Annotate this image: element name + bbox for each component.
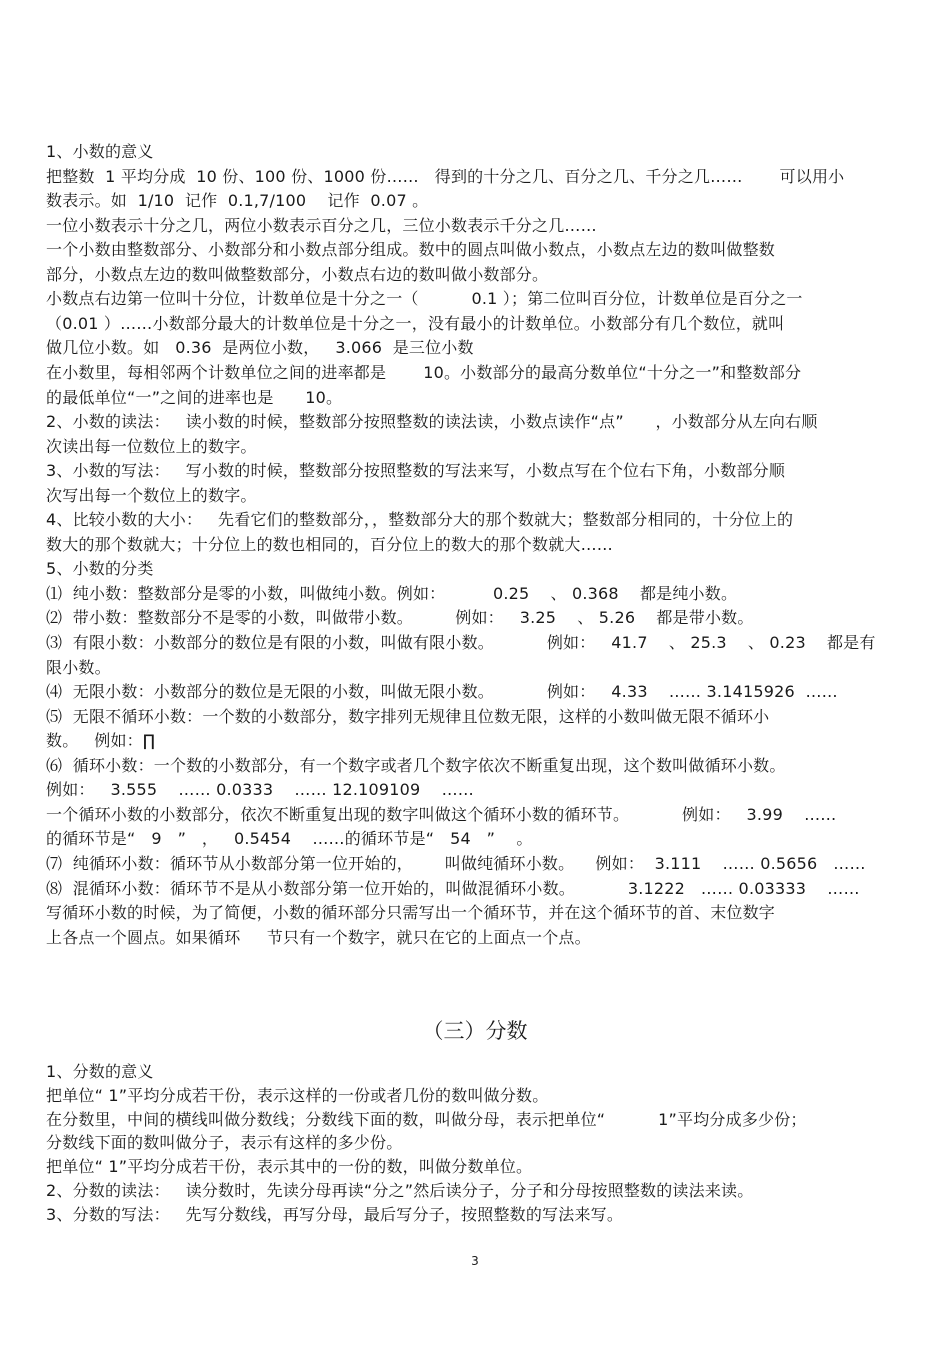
text-line: 的最低单位“一”之间的进率也是 10。 (46, 387, 343, 407)
text-line: 小数点右边第一位叫十分位，计数单位是十分之一（ 0.1 ）；第二位叫百分位，计数单位是百分之一 (46, 289, 803, 309)
text-line: 1、小数的意义 (46, 142, 154, 161)
text-line: ⑻ 混循环小数：循环节不是从小数部分第一位开始的，叫做混循环小数。 3.1222 …… 0.03333 …… (46, 878, 860, 898)
section-heading-fraction: （三）分数 (422, 1019, 528, 1043)
text-line: 2、分数的读法： 读分数时，先读分母再读“分之”然后读分子，分子和分母按照整数的读法来读。 (46, 1181, 754, 1200)
text-line: 5、小数的分类 (46, 559, 154, 579)
text-line: 一位小数表示十分之几，两位小数表示百分之几，三位小数表示千分之几…… (46, 215, 597, 235)
text-line: ⑺ 纯循环小数：循环节从小数部分第一位开始的， 叫做纯循环小数。 例如： 3.111 …… 0.5656 …… (46, 853, 866, 873)
text-line: 做几位小数。如 0.36 是两位小数， 3.066 是三位小数 (46, 338, 474, 358)
text-line: 部分，小数点左边的数叫做整数部分，小数点右边的数叫做小数部分。 (46, 264, 549, 284)
text-line: 上各点一个圆点。如果循环 节只有一个数字，就只在它的上面点一个点。 (46, 927, 591, 947)
text-line: 分数线下面的数叫做分子，表示有这样的多少份。 (46, 1133, 403, 1153)
text-line: ⑴ 纯小数：整数部分是零的小数，叫做纯小数。例如： 0.25 、 0.368 都是纯小数。 (46, 583, 738, 603)
text-line: 3、小数的写法： 写小数的时候，整数部分按照整数的写法来写，小数点写在个位右下角，小数部分顺 (46, 461, 786, 481)
text-line: ⑷ 无限小数：小数部分的数位是无限的小数，叫做无限小数。 例如： 4.33 …… 3.1415926 …… (46, 682, 838, 702)
text-line: 把单位“ 1”平均分成若干份，表示其中的一份的数，叫做分数单位。 (46, 1157, 533, 1177)
text-line: 1、分数的意义 (46, 1062, 154, 1081)
text-line: 次读出每一位数位上的数字。 (46, 436, 257, 456)
text-line: 次写出每一个数位上的数字。 (46, 485, 257, 505)
text-line: ⑵ 带小数：整数部分不是零的小数，叫做带小数。 例如： 3.25 、 5.26 都是带小数。 (46, 608, 754, 628)
page-number: 3 (471, 1254, 479, 1268)
text-line: 数大的那个数就大；十分位上的数也相同的，百分位上的数大的那个数就大…… (46, 534, 614, 554)
text-line: 把整数 1 平均分成 10 份、100 份、1000 份…… 得到的十分之几、百分之几、千分之几…… 可以用小 (46, 166, 845, 186)
text-line: ⑹ 循环小数：一个数的小数部分，有一个数字或者几个数字依次不断重复出现，这个数叫做循环小数。 (46, 755, 786, 775)
text-line: 写循环小数的时候，为了简便，小数的循环部分只需写出一个循环节，并在这个循环节的首、末位数字 (46, 903, 776, 923)
text-line: 数。 例如：∏ (46, 731, 156, 751)
text-line: 限小数。 (46, 657, 111, 677)
text-line: （0.01 ）……小数部分最大的计数单位是十分之一，没有最小的计数单位。小数部分有几个数位，就叫 (46, 313, 785, 333)
text-line: 数表示。如 1/10 记作 0.1,7/100 记作 0.07 。 (46, 191, 429, 211)
text-line: 把单位“ 1”平均分成若干份，表示这样的一份或者几份的数叫做分数。 (46, 1085, 549, 1105)
text-line: 在分数里，中间的横线叫做分数线；分数线下面的数，叫做分母，表示把单位“ 1”平均分成多少份； (46, 1109, 807, 1129)
text-line: 的循环节是“ 9 ” ， 0.5454 ……的循环节是“ 54 ” 。 (46, 829, 533, 849)
text-line: ⑸ 无限不循环小数：一个数的小数部分，数字排列无规律且位数无限，这样的小数叫做无限不循环小 (46, 706, 770, 726)
text-line: ⑶ 有限小数：小数部分的数位是有限的小数，叫做有限小数。 例如： 41.7 、 25.3 、 0.23 都是有 (46, 633, 876, 652)
text-line: 在小数里，每相邻两个计数单位之间的进率都是 10。小数部分的最高分数单位“十分之一”和整数部分 (46, 362, 802, 382)
text-line: 一个小数由整数部分、小数部分和小数点部分组成。数中的圆点叫做小数点，小数点左边的数叫做整数 (46, 240, 776, 260)
text-line: 2、小数的读法： 读小数的时候，整数部分按照整数的读法读，小数点读作“点” ，小数部分从左向右顺 (46, 412, 818, 432)
text-line: 4、比较小数的大小： 先看它们的整数部分，，整数部分大的那个数就大；整数部分相同的，十分位上的 (46, 510, 794, 530)
text-line: 3、分数的写法： 先写分数线，再写分母，最后写分子，按照整数的写法来写。 (46, 1204, 624, 1224)
text-line: 一个循环小数的小数部分，依次不断重复出现的数字叫做这个循环小数的循环节。 例如： 3.99 …… (46, 804, 837, 824)
text-line: 例如： 3.555 …… 0.0333 …… 12.109109 …… (46, 780, 474, 800)
